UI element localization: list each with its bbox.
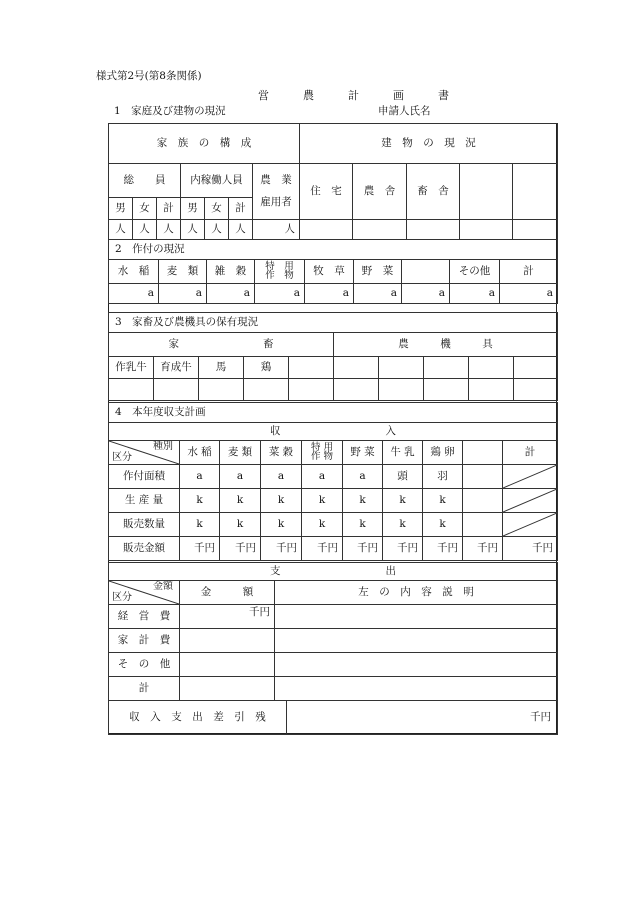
area-unit: a [450,284,500,304]
amount-category-corner [109,581,180,605]
crop-status-table [108,239,558,304]
row-label-sales-amount: 販売金額 [109,537,180,561]
person-unit: 人 [109,220,133,240]
section2-heading: 2 作付の現況 [109,240,558,260]
person-unit: 人 [229,220,253,240]
family-composition-header: 家 族 の 構 成 [109,124,300,164]
section4-heading: 4 本年度収支計画 [109,403,558,423]
unit-cell: k [180,513,220,537]
unit-cell: k [261,489,302,513]
expense-header: 支 出 [109,563,558,581]
sum-label: 計 [229,198,253,220]
unit-cell: a [343,465,383,489]
machinery-cell [424,357,469,379]
animal-chicken: 鶏 [244,357,289,379]
livestock-barn-label: 畜 舎 [407,164,460,220]
unit-cell: k [383,489,423,513]
unit-cell: k [220,489,261,513]
special-crop-top: 特 用 [265,260,294,272]
income-col-grains: 菜 穀 [261,441,302,465]
unit-cell: 羽 [423,465,463,489]
person-unit: 人 [133,220,157,240]
row-label-production: 生 産 量 [109,489,180,513]
unit-cell: k [180,489,220,513]
description-cell [275,629,558,653]
person-unit: 人 [253,220,300,240]
person-unit: 人 [181,220,205,240]
area-unit: a [500,284,558,304]
unit-cell: k [261,513,302,537]
description-cell [275,653,558,677]
building-cell [460,220,513,240]
internal-workers-label: 内稼働人員 [181,164,253,198]
unit-cell: k [302,489,343,513]
livestock-count [199,379,244,401]
expense-row-other: そ の 他 [109,653,180,677]
unit-cell: k [423,489,463,513]
unit-cell: a [180,465,220,489]
farm-employees-bottom: 雇用者 [260,196,292,208]
crop-col-other: その他 [450,260,500,284]
barn-label: 農 舎 [353,164,407,220]
person-unit: 人 [205,220,229,240]
machinery-count [379,379,424,401]
cross-line [503,513,557,536]
crop-col-grains: 雑 穀 [207,260,255,284]
machinery-cell [514,357,558,379]
family-building-table [108,123,558,240]
livestock-count [244,379,289,401]
building-blank [460,164,513,220]
income-col-wheat: 麦 類 [220,441,261,465]
income-plan-table [108,402,558,561]
female-label: 女 [133,198,157,220]
total-members-label: 総 員 [109,164,181,198]
machinery-count [514,379,558,401]
unit-cell: k [383,513,423,537]
animal-horse: 馬 [199,357,244,379]
category-label: 区分 [112,591,132,603]
crop-col-paddy-rice: 水 稲 [109,260,159,284]
crossed-cell [503,489,558,513]
description-column-header: 左 の 内 容 説 明 [275,581,558,605]
unit-cell: 頭 [383,465,423,489]
animal-young-cattle: 育成牛 [154,357,199,379]
crop-col-wheat: 麦 類 [159,260,207,284]
area-unit: a [109,284,159,304]
amount-cell [180,629,275,653]
unit-cell: 千円 [503,537,558,561]
building-cell [300,220,353,240]
income-col-special [302,441,343,465]
area-unit: a [402,284,450,304]
income-col-milk: 牛 乳 [383,441,423,465]
unit-cell [463,489,503,513]
unit-cell: 千円 [423,537,463,561]
person-unit: 人 [157,220,181,240]
title-char: 書 [438,89,449,102]
income-col-vegetables: 野 菜 [343,441,383,465]
livestock-count [289,379,334,401]
machinery-cell [469,357,514,379]
income-col-eggs: 鶏 卵 [423,441,463,465]
kind-category-corner [109,441,180,465]
unit-cell: k [423,513,463,537]
title-char: 画 [393,89,404,102]
kind-label: 種別 [153,441,173,452]
unit-cell: k [302,513,343,537]
expense-row-total: 計 [109,677,180,701]
row-label-sales-quantity: 販売数量 [109,513,180,537]
document-title [258,90,483,101]
residence-label: 住 宅 [300,164,353,220]
amount-unit: 千円 [180,605,275,629]
unit-cell: a [261,465,302,489]
special-crop-top: 特 用 [310,441,334,453]
amount-cell [180,677,275,701]
expense-plan-table [108,562,558,701]
income-header: 収 入 [109,423,558,441]
area-unit: a [255,284,305,304]
section3-heading: 3 家畜及び農機具の保有現況 [109,313,558,333]
unit-cell: k [343,513,383,537]
description-cell [275,677,558,701]
cross-line [503,489,557,512]
unit-cell: 千円 [343,537,383,561]
building-cell [353,220,407,240]
livestock-count [109,379,154,401]
title-char: 農 [303,89,314,102]
crop-col-vegetables: 野 菜 [354,260,402,284]
balance-label: 収 入 支 出 差 引 残 [109,701,287,735]
income-col-total: 計 [503,441,558,465]
special-crop-bottom: 作 物 [310,451,334,462]
male-label: 男 [109,198,133,220]
title-char: 営 [258,89,269,102]
row-label-planted-area: 作付面積 [109,465,180,489]
category-label: 区分 [112,451,132,463]
unit-cell: 千円 [302,537,343,561]
expense-row-household: 家 計 費 [109,629,180,653]
farm-employees-top: 農 業 [260,173,292,186]
area-unit: a [305,284,354,304]
female-label: 女 [205,198,229,220]
building-cell [407,220,460,240]
building-status-header: 建 物 の 現 況 [300,124,558,164]
crop-col-total: 計 [500,260,558,284]
unit-cell [463,465,503,489]
unit-cell: a [302,465,343,489]
area-unit: a [159,284,207,304]
male-label: 男 [181,198,205,220]
title-char: 計 [348,89,359,102]
machinery-count [334,379,379,401]
description-cell [275,605,558,629]
farm-employees-label [253,164,300,220]
section1-heading: 1 家庭及び建物の現況 [114,105,226,117]
balance-unit: 千円 [287,701,558,735]
special-crop-bottom: 作 物 [265,270,294,281]
livestock-header: 家 畜 [109,333,334,357]
expense-row-operating: 経 営 費 [109,605,180,629]
sum-label: 計 [157,198,181,220]
area-unit: a [354,284,402,304]
applicant-name-label: 申請人氏名 [378,105,431,117]
unit-cell: 千円 [463,537,503,561]
unit-cell: 千円 [261,537,302,561]
animal-dairy-cow: 作乳牛 [109,357,154,379]
unit-cell: 千円 [383,537,423,561]
livestock-count [154,379,199,401]
unit-cell: a [220,465,261,489]
unit-cell: k [343,489,383,513]
crop-col-special [255,260,305,284]
unit-cell: 千円 [180,537,220,561]
building-blank [513,164,558,220]
amount-column-header: 金 額 [180,581,275,605]
machinery-cell [334,357,379,379]
income-col-paddy-rice: 水 稲 [180,441,220,465]
machinery-header: 農 機 具 [334,333,558,357]
amount-label: 金額 [153,581,173,592]
building-cell [513,220,558,240]
livestock-blank [289,357,334,379]
crossed-cell [503,465,558,489]
cross-line [503,465,557,488]
form-number: 様式第2号(第8条関係) [96,70,202,82]
livestock-machinery-table [108,312,558,401]
amount-cell [180,653,275,677]
machinery-cell [379,357,424,379]
crossed-cell [503,513,558,537]
crop-col-pasture: 牧 草 [305,260,354,284]
crop-col-blank [402,260,450,284]
machinery-count [469,379,514,401]
area-unit: a [207,284,255,304]
unit-cell: 千円 [220,537,261,561]
unit-cell: k [220,513,261,537]
machinery-count [424,379,469,401]
unit-cell [463,513,503,537]
income-col-blank [463,441,503,465]
balance-table [108,700,558,735]
